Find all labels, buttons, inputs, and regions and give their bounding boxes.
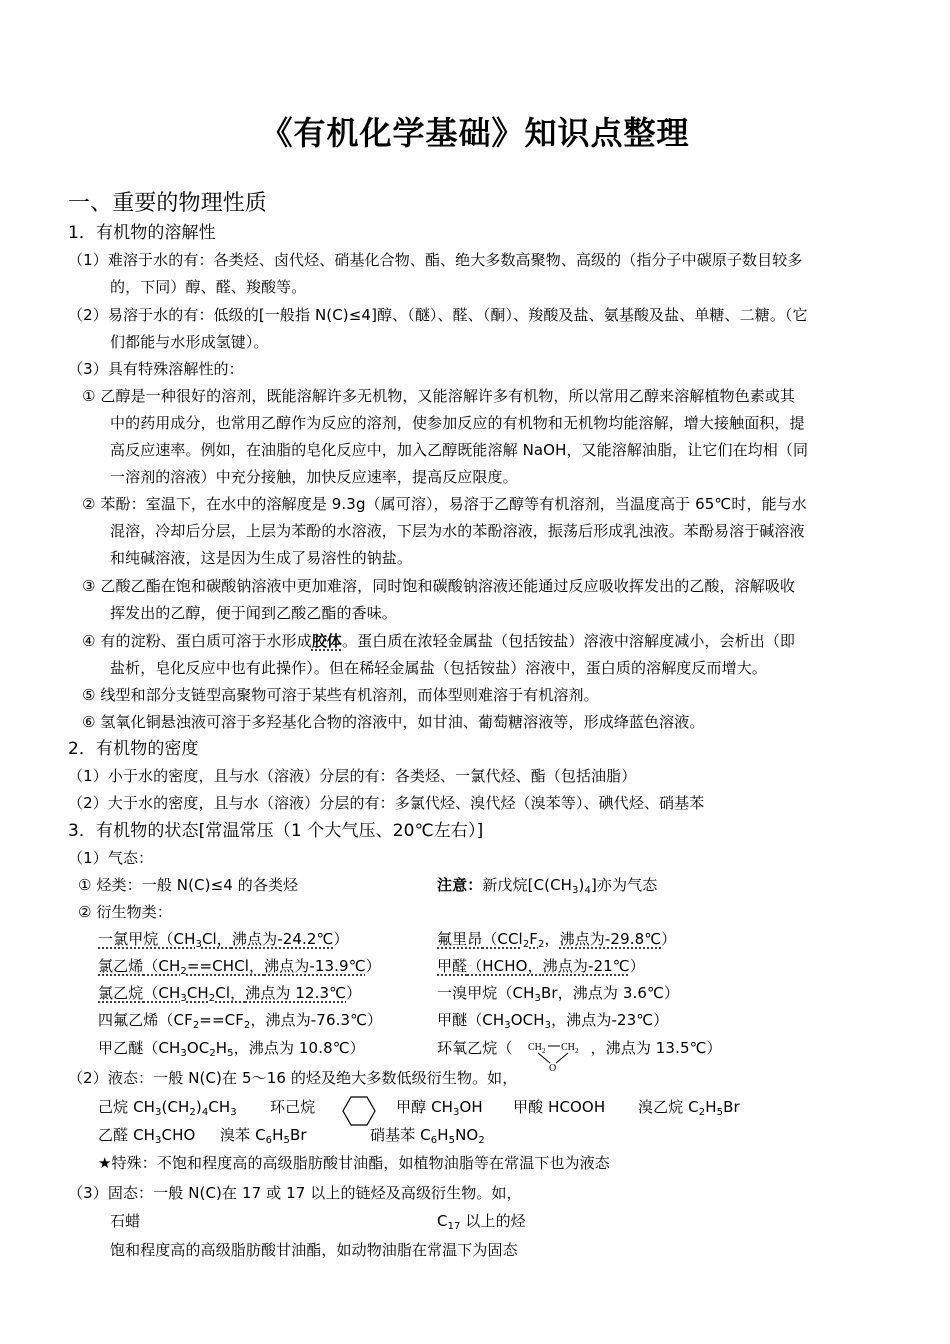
svg-text:O: O	[549, 1063, 557, 1072]
compound-dimethyl-ether: 甲醚（$CH_3OCH_3$，沸点为-23℃）	[437, 1011, 669, 1031]
paragraph-line: 一溶剂的溶液）中充分接触，加快反应速率，提高反应限度。	[110, 468, 518, 486]
compound-chloromethane: 一氯甲烷（$CH_3Cl$，沸点为-24.2℃）	[98, 930, 349, 950]
compound-chloroethane: 氯乙烷（$CH_3CH_2Cl$，沸点为 12.3℃）	[98, 984, 362, 1004]
list-item-starch-protein: ④ 有的淀粉、蛋白质可溶于水形成胶体。蛋白质在浓轻金属盐（包括铵盐）溶液中溶解度减小，会析出（即	[82, 632, 796, 650]
compound-bromomethane: 一溴甲烷（$CH_3Br$，沸点为 3.6℃）	[437, 984, 680, 1004]
paragraph-line: 和纯碱溶液，这是因为生成了易溶性的钠盐。	[110, 549, 413, 567]
svg-text:CH: CH	[561, 1042, 575, 1053]
emphasis-colloid: 胶体	[311, 632, 343, 650]
paragraph-line: 的，下同）醇、醛、羧酸等。	[110, 278, 307, 296]
note-neopentane: 注意：新戊烷$[C(CH_3)_4]$亦为气态	[437, 876, 658, 896]
liquid-cyclohexane: 环己烷	[270, 1098, 316, 1116]
liquid-bromobenzene: 溴苯 $C_6H_5Br$	[220, 1126, 307, 1146]
paragraph-line: （3）具有特殊溶解性的：	[68, 360, 244, 378]
cyclohexane-ring-icon	[342, 1095, 376, 1127]
list-item-phenol: ② 苯酚：室温下，在水中的溶解度是 9.3g（属可溶），易溶于乙醇等有机溶剂，当温度高于 65℃时，能与水	[82, 495, 807, 513]
subsection-heading-state: 3．有机物的状态[常温常压（1 个大气压、20℃左右）]	[68, 821, 484, 841]
liquid-bromoethane: 溴乙烷 $C_2H_5Br$	[638, 1098, 740, 1118]
paragraph-line: 盐析，皂化反应中也有此操作）。但在稀轻金属盐（包括铵盐）溶液中，蛋白质的溶解度反而增大。	[110, 659, 767, 677]
liquid-methanol: 甲醇 $CH_3OH$	[396, 1098, 483, 1118]
svg-text:2: 2	[542, 1047, 546, 1055]
ethylene-oxide-structure-icon	[520, 1038, 590, 1072]
liquid-acetaldehyde: 乙醛 $CH_3CHO$	[98, 1126, 196, 1146]
liquid-hexane: 己烷 $CH_3(CH_2)_4CH_3$	[98, 1098, 237, 1118]
paragraph-line: 混溶，冷却后分层，上层为苯酚的水溶液，下层为水的苯酚溶液，振荡后形成乳浊液。苯酚易溶于碱溶液	[110, 522, 805, 540]
liquid-nitrobenzene: 硝基苯 $C_6H_5NO_2$	[370, 1126, 485, 1146]
compound-freon: 氟里昂（$CCl_2F_2$，沸点为-29.8℃）	[437, 930, 677, 950]
compound-methyl-ethyl-ether: 甲乙醚（$CH_3OC_2H_5$，沸点为 10.8℃）	[98, 1039, 365, 1059]
compound-tetrafluoroethylene: 四氟乙烯（$CF_2==CF_2$，沸点为-76.3℃）	[98, 1011, 383, 1031]
paragraph-line: （3）固态：一般 N(C)在 17 或 17 以上的链烃及高级衍生物。如，	[68, 1184, 522, 1202]
svg-text:2: 2	[575, 1047, 579, 1055]
compound-formaldehyde: 甲醛（HCHO，沸点为-21℃）	[437, 957, 645, 975]
list-item-hydrocarbons: ① 烃类：一般 N(C)≤4 的各类烃	[78, 876, 299, 894]
list-item-copper-hydroxide: ⑥ 氢氧化铜悬浊液可溶于多羟基化合物的溶液中，如甘油、葡萄糖溶液等，形成绛蓝色溶液。	[82, 713, 705, 731]
section-heading-physical-properties: 一、重要的物理性质	[68, 191, 267, 216]
compound-ethylene-oxide: 环氧乙烷（ ，沸点为 13.5℃）	[437, 1039, 722, 1057]
paragraph-line: （1）气态：	[68, 849, 154, 867]
compound-vinyl-chloride: 氯乙烯（$CH_2==CHCl$，沸点为-13.9℃）	[98, 957, 381, 977]
paragraph-line: 高反应速率。例如，在油脂的皂化反应中，加入乙醇既能溶解 NaOH，又能溶解油脂，让它们在均相（同	[110, 441, 809, 459]
paragraph-line: 中的药用成分，也常用乙醇作为反应的溶剂，使参加反应的有机物和无机物均能溶解，增大接触面积，提	[110, 414, 805, 432]
paragraph-line: （1）难溶于水的有：各类烃、卤代烃、硝基化合物、酯、绝大多数高聚物、高级的（指分子中碳原子数目较多	[68, 251, 803, 269]
paragraph-line: （1）小于水的密度，且与水（溶液）分层的有：各类烃、一氯代烃、酯（包括油脂）	[68, 767, 637, 785]
paragraph-line: （2）液态：一般 N(C)在 5～16 的烃及绝大多数低级衍生物。如，	[68, 1069, 518, 1087]
list-item-ethyl-acetate: ③ 乙酸乙酯在饱和碳酸钠溶液中更加难溶，同时饱和碳酸钠溶液还能通过反应吸收挥发出的乙酸，溶解吸收	[82, 577, 796, 595]
paragraph-line: （2）大于水的密度，且与水（溶液）分层的有：多氯代烃、溴代烃（溴苯等）、碘代烃、硝基苯	[68, 794, 705, 812]
list-item-ethanol: ① 乙醇是一种很好的溶剂，既能溶解许多无机物，又能溶解许多有机物，所以常用乙醇来溶解植物色素或其	[82, 387, 796, 405]
paragraph-line: （2）易溶于水的有：低级的[一般指 N(C)≤4]醇、（醚）、醛、（酮）、羧酸及盐、氨基酸及盐、单糖、二糖。（它	[68, 306, 808, 324]
svg-text:CH: CH	[528, 1042, 542, 1053]
solid-paraffin: 石蜡	[110, 1212, 141, 1230]
liquid-formic-acid: 甲酸 HCOOH	[513, 1098, 606, 1116]
paragraph-line: 挥发出的乙醇，便于闻到乙酸乙酯的香味。	[110, 604, 397, 622]
solid-animal-fat: 饱和程度高的高级脂肪酸甘油酯，如动物油脂在常温下为固态	[110, 1241, 518, 1259]
special-note: ★特殊：不饱和程度高的高级脂肪酸甘油酯，如植物油脂等在常温下也为液态	[98, 1154, 610, 1172]
paragraph-line: 们都能与水形成氢键）。	[110, 333, 269, 351]
page-title: 《有机化学基础》知识点整理	[260, 114, 690, 152]
list-item-derivatives: ② 衍生物类：	[78, 903, 172, 921]
subsection-heading-solubility: 1．有机物的溶解性	[68, 223, 216, 243]
list-item-polymer: ⑤ 线型和部分支链型高聚物可溶于某些有机溶剂，而体型则难溶于有机溶剂。	[82, 686, 599, 704]
subsection-heading-density: 2．有机物的密度	[68, 739, 199, 759]
solid-c17-hydrocarbons: $C_{17}$ 以上的烃	[437, 1212, 526, 1232]
